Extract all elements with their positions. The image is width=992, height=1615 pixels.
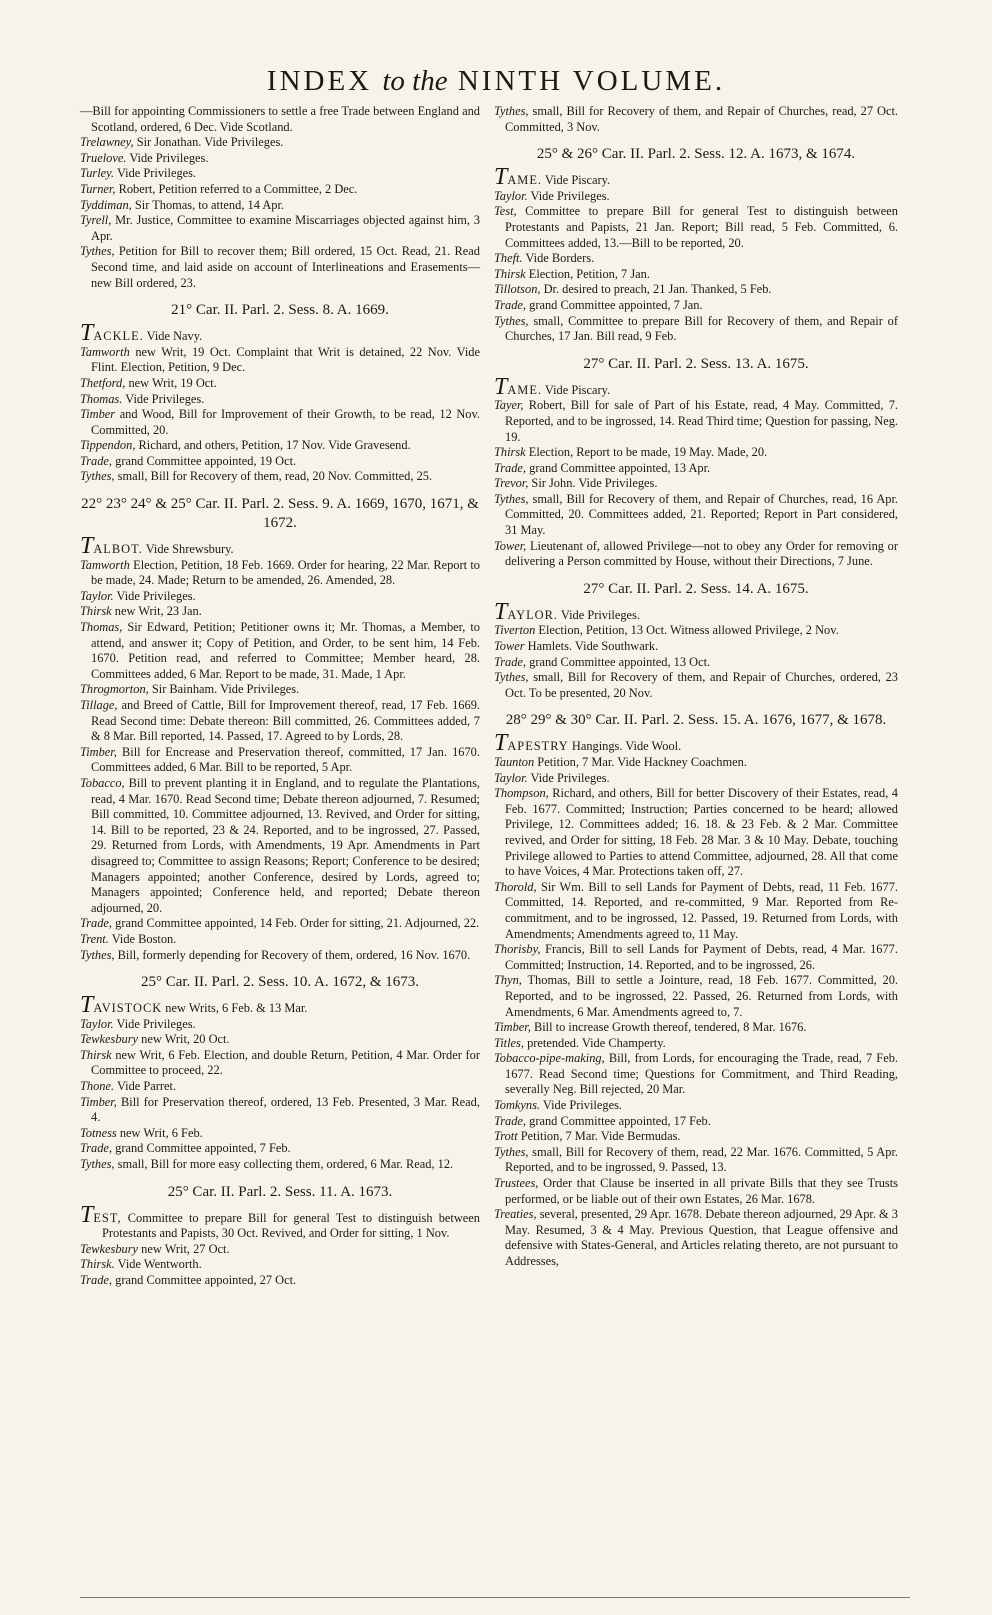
session-heading: 21° Car. II. Parl. 2. Sess. 8. A. 1669.	[171, 302, 389, 319]
index-entry	[80, 392, 480, 408]
index-entry	[80, 376, 480, 392]
index-entry	[494, 670, 898, 701]
entry-keyword: Tythes,	[494, 1144, 529, 1159]
entry-text: new Writs, 6 Feb. & 13 Mar.	[165, 1001, 308, 1016]
index-entry	[80, 948, 480, 964]
entry-keyword: Tillage,	[80, 698, 118, 712]
entry-text: Vide Privileges.	[116, 1016, 196, 1031]
session-heading: 25° & 26° Car. II. Parl. 2. Sess. 12. A. 1673, & 1674.	[536, 146, 856, 163]
entry-text: Petition, 7 Mar. Vide Bermudas.	[520, 1129, 681, 1144]
entry-keyword: Tower,	[494, 538, 527, 553]
entry-text: Hangings. Vide Wool.	[571, 739, 682, 754]
entry-keyword: Tewkesbury	[80, 1241, 139, 1256]
entry-text: Vide Piscary.	[544, 382, 611, 397]
entry-keyword: Timber,	[80, 1094, 117, 1109]
entry-text: Election, Petition, 7 Jan.	[528, 266, 650, 281]
index-entry	[494, 880, 898, 942]
entry-keyword: Thirsk	[80, 1047, 112, 1062]
index-entry	[494, 267, 898, 283]
entry-keyword: Thomas.	[80, 391, 123, 406]
entry-text: new Writ, 19 Oct. Complaint that Writ is detained, 22 Nov. Vide Flint. Election, Petition, 9 Dec.	[91, 344, 480, 375]
index-entry	[80, 454, 480, 470]
index-entry	[80, 589, 480, 605]
entry-text: new Writ, 23 Jan.	[114, 604, 202, 619]
index-entry	[494, 1020, 898, 1036]
entry-keyword: AYLOR.	[507, 607, 558, 622]
entry-keyword: Taylor.	[80, 1016, 114, 1031]
index-entry	[80, 345, 480, 376]
index-column-left	[80, 104, 480, 1289]
entry-text: small, Bill for Recovery of them, read, 20 Nov. Committed, 25.	[117, 469, 433, 484]
index-entry	[80, 698, 480, 745]
entry-keyword: Thomas,	[80, 620, 123, 635]
index-entry	[80, 1032, 480, 1048]
entry-text: small, Bill for Recovery of them, and Repair of Churches, read, 27 Oct. Committed, 3 Nov.	[505, 104, 898, 134]
index-entry	[494, 492, 898, 539]
entry-keyword: Trade,	[494, 1113, 527, 1128]
index-entry	[494, 1129, 898, 1145]
entry-text: new Writ, 20 Oct.	[141, 1032, 230, 1047]
entry-keyword: Taylor.	[494, 770, 528, 785]
entry-text: Dr. desired to preach, 21 Jan. Thanked, 5 Feb.	[543, 282, 772, 297]
index-column-right	[494, 104, 898, 1270]
entry-keyword: AVISTOCK	[93, 1001, 163, 1016]
entry-keyword: Trelawney,	[80, 135, 134, 150]
index-entry-lead	[494, 164, 898, 191]
entry-keyword: Tamworth	[80, 557, 130, 572]
page-title	[0, 64, 992, 98]
entry-text: Election, Report to be made, 19 May. Made, 20.	[528, 445, 768, 460]
entry-text: Bill for Preservation thereof, ordered, 13 Feb. Presented, 3 Mar. Read, 4.	[91, 1094, 480, 1125]
entry-keyword: Trade,	[494, 460, 527, 475]
drop-initial: T	[80, 1201, 94, 1228]
index-entry	[80, 1079, 480, 1095]
index-entry	[80, 1157, 480, 1173]
index-entry	[494, 461, 898, 477]
entry-text: Robert, Bill for sale of Part of his Estate, read, 4 May. Committed, 7. Reported, and to be ingrossed, 14. Read Third time; Question for passing, Neg. 19.	[505, 398, 898, 444]
index-entry	[494, 445, 898, 461]
entry-text: Order that Clause be inserted in all private Bills that they see Trusts performed, or be liable out of their own Estates, 26 Mar. 1678.	[505, 1176, 898, 1206]
index-entry	[494, 786, 898, 880]
entry-keyword: Tythes,	[494, 670, 529, 685]
index-entry	[80, 1257, 480, 1273]
entry-keyword: Treaties,	[494, 1207, 537, 1222]
session-heading: 27° Car. II. Parl. 2. Sess. 13. A. 1675.	[583, 355, 809, 372]
entry-keyword: Tamworth	[80, 344, 130, 359]
index-entry	[80, 407, 480, 438]
index-entry	[80, 745, 480, 776]
entry-text: Vide Navy.	[146, 329, 203, 344]
entry-text: —Bill for appointing Commissioners to settle a free Trade between England and Scotland, ordered, 6 Dec. Vide Scotland.	[80, 104, 480, 134]
entry-keyword: Trevor,	[494, 476, 529, 491]
index-entry	[494, 655, 898, 671]
entry-text: Bill, formerly depending for Recovery of them, ordered, 16 Nov. 1670.	[117, 947, 471, 962]
entry-text: Committee to prepare Bill for general Test to distinguish between Protestants and Papists, 30 Oct. Revived, and Order for sitting, 1 Nov.	[102, 1210, 480, 1241]
index-entry	[80, 604, 480, 620]
entry-keyword: Trade,	[494, 654, 527, 669]
entry-text: Thomas, Bill to settle a Jointure, read, 18 Feb. 1677. Committed, 20. Reported, and to be ingrossed, 22. Passed, 26. Returned from Lords, with Amendments, 6 Mar. Amendments agreed to, 7.	[505, 973, 899, 1019]
drop-initial: T	[494, 373, 508, 400]
entry-keyword: Turley.	[80, 166, 115, 181]
entry-text: Vide Privileges.	[542, 1098, 622, 1113]
index-entry	[494, 282, 898, 298]
entry-text: grand Committee appointed, 13 Oct.	[529, 654, 711, 669]
entry-keyword: Tewkesbury	[80, 1032, 139, 1047]
entry-text: small, Committee to prepare Bill for Recovery of them, and Repair of Churches, 17 Jan. Bill read, 9 Feb.	[505, 313, 898, 344]
entry-text: Bill to prevent planting it in England, and to regulate the Plantations, read, 4 Mar. 1670. Read Second time; Debate thereon adjourned, 7. Resumed; Bill committed, 10. Committee adjourned, 13. Revived, and Order for sitting, 14. Bill to be reported, 23 & 24. Reported, and to be ingrossed, 27. Passed, 29. Returned from Lords, with Amendments, 19 Apr. Amendments in Part disagreed to; Committee to assign Reasons; Report; Conference to be desired; Managers appointed; another Conference, desired by Lords, agreed to; Managers appointed; Conference held, and reported; Debate thereon adjourned, 20.	[91, 775, 480, 915]
index-entry	[80, 182, 480, 198]
index-entry	[80, 1095, 480, 1126]
entry-text: Bill, from Lords, for encouraging the Trade, read, 7 Feb. 1677. Read Second time; Questions for Commitment, and Third Reading, severally Neg. Bill rejected, 20 Mar.	[505, 1051, 898, 1097]
entry-keyword: Tythes,	[80, 469, 115, 484]
index-entry	[80, 776, 480, 916]
index-entry	[494, 1098, 898, 1114]
entry-text: small, Bill for Recovery of them, and Repair of Churches, ordered, 23 Oct. To be presented, 20 Nov.	[505, 670, 898, 700]
title-volume: NINTH VOLUME.	[457, 65, 726, 97]
index-entry	[80, 1048, 480, 1079]
entry-text: Bill to increase Growth thereof, tendered, 8 Mar. 1676.	[533, 1020, 807, 1035]
entry-text: Vide Privileges.	[560, 607, 640, 622]
index-entry	[494, 755, 898, 771]
index-entry	[494, 104, 898, 135]
index-entry	[80, 1017, 480, 1033]
entry-keyword: Tythes,	[80, 1157, 115, 1172]
index-entry	[80, 932, 480, 948]
entry-keyword: Totness	[80, 1125, 117, 1140]
entry-keyword: Trade,	[80, 1273, 113, 1287]
entry-keyword: Trott	[494, 1129, 518, 1144]
entry-keyword: Throgmorton,	[80, 682, 149, 697]
entry-keyword: Tobacco-pipe-making,	[494, 1051, 605, 1066]
entry-keyword: Tyrell,	[80, 213, 112, 228]
entry-text: Election, Petition, 13 Oct. Witness allowed Privilege, 2 Nov.	[538, 623, 839, 638]
index-entry	[494, 771, 898, 787]
entry-keyword: Thirsk	[494, 266, 526, 281]
index-entry	[80, 1273, 480, 1289]
entry-keyword: Thirsk	[494, 445, 526, 460]
entry-text: Mr. Justice, Committee to examine Miscarriages objected against him, 3 Apr.	[91, 213, 480, 243]
index-entry	[494, 1207, 898, 1269]
entry-keyword: Tyddiman,	[80, 197, 132, 212]
entry-text: Sir Wm. Bill to sell Lands for Payment of Debts, read, 11 Feb. 1677. Committed, 14. Reported, and re-committed, 9 Mar. Reported from Re-commitment, and to be ingrossed, 12. Passed, 19. Returned from Lords, with Amendments; Amendments agreed to, 11 May.	[505, 879, 898, 941]
index-entry-lead	[80, 320, 480, 347]
entry-keyword: Titles,	[494, 1035, 524, 1050]
entry-text: Vide Privileges.	[129, 150, 209, 165]
entry-keyword: AME.	[507, 173, 542, 188]
entry-text: Vide Piscary.	[544, 173, 611, 188]
index-entry	[80, 135, 480, 151]
index-entry	[494, 539, 898, 570]
entry-keyword: Truelove.	[80, 150, 127, 165]
index-entry	[494, 942, 898, 973]
entry-text: Richard, and others, Petition, 17 Nov. Vide Gravesend.	[138, 438, 411, 453]
session-heading: 25° Car. II. Parl. 2. Sess. 11. A. 1673.	[167, 1183, 393, 1200]
index-entry-lead	[80, 1201, 480, 1242]
title-index: INDEX	[266, 65, 373, 97]
entry-text: Lieutenant of, allowed Privilege—not to obey any Order for removing or delivering a Person committed by House, without their Directions, 7 June.	[505, 538, 898, 569]
entry-keyword: Thirsk.	[80, 1257, 115, 1272]
drop-initial: T	[494, 730, 508, 757]
index-entry	[494, 1114, 898, 1130]
entry-text: grand Committee appointed, 7 Feb.	[115, 1141, 291, 1156]
entry-text: new Writ, 6 Feb. Election, and double Return, Petition, 4 Mar. Order for Committee to proceed, 22.	[91, 1047, 480, 1078]
entry-keyword: Thirsk	[80, 604, 112, 619]
entry-keyword: Trade,	[494, 297, 527, 312]
index-entry	[80, 469, 480, 485]
entry-text: and Wood, Bill for Improvement of their Growth, to be read, 12 Nov. Committed, 20.	[91, 407, 480, 437]
entry-keyword: Tippendon,	[80, 438, 136, 453]
drop-initial: T	[80, 992, 94, 1019]
index-entry	[80, 166, 480, 182]
entry-keyword: Taunton	[494, 755, 535, 769]
drop-initial: T	[80, 533, 94, 560]
entry-keyword: Thetford,	[80, 375, 126, 390]
entry-text: several, presented, 29 Apr. 1678. Debate thereon adjourned, 29 Apr. & 3 May. Resumed, 3 & 4 May. Previous Question, that League offensive and defensive with States-General, and Articles relating thereto, are not pursuant to Addresses,	[505, 1207, 898, 1268]
entry-keyword: ACKLE.	[93, 329, 144, 344]
title-to-the: to the	[382, 65, 448, 97]
index-entry	[80, 151, 480, 167]
entry-text: and Breed of Cattle, Bill for Improvement thereof, read, 17 Feb. 1669. Read Second time: Debate thereon: Bill committed, 26. Committees added, 7 & 8 Mar. Bill reported, 14. Passed, 17. Agreed to by Lords, 28.	[91, 698, 480, 744]
entry-text: Sir Jonathan. Vide Privileges.	[136, 135, 284, 150]
drop-initial: T	[494, 598, 508, 625]
index-entry	[494, 1176, 898, 1207]
index-entry	[494, 298, 898, 314]
entry-text: Bill for Encrease and Preservation thereof, committed, 17 Jan. 1670. Committees added, 6 Mar. Bill to be reported, 5 Apr.	[91, 744, 480, 775]
entry-keyword: Tiverton	[494, 623, 536, 638]
entry-text: grand Committee appointed, 13 Apr.	[529, 460, 711, 475]
entry-text: Hamlets. Vide Southwark.	[527, 639, 659, 654]
index-entry-lead	[80, 992, 480, 1019]
entry-text: Sir Thomas, to attend, 14 Apr.	[134, 197, 284, 212]
entry-text: small, Bill for Recovery of them, read, 22 Mar. 1676. Committed, 5 Apr. Reported, and to be ingrossed, 9. Passed, 13.	[505, 1144, 898, 1175]
entry-text: Petition for Bill to recover them; Bill ordered, 15 Oct. Read, 21. Read Second time, and laid aside on account of Interlineations and Erasements—new Bill ordered, 23.	[91, 244, 480, 290]
entry-keyword: Tayer,	[494, 398, 524, 413]
entry-keyword: Trade,	[80, 916, 113, 931]
bottom-rule	[80, 1597, 910, 1598]
index-entry-lead	[494, 598, 898, 625]
index-entry	[80, 558, 480, 589]
index-entry	[494, 314, 898, 345]
entry-keyword: Taylor.	[80, 588, 114, 603]
index-entry	[494, 189, 898, 205]
entry-text: new Writ, 27 Oct.	[141, 1241, 230, 1256]
entry-keyword: Tomkyns.	[494, 1098, 541, 1113]
entry-keyword: Tobacco,	[80, 775, 125, 790]
index-entry	[80, 198, 480, 214]
entry-keyword: Trent.	[80, 931, 109, 946]
entry-keyword: Tythes,	[80, 244, 115, 259]
entry-text: pretended. Vide Champerty.	[527, 1035, 666, 1050]
session-heading: 22° 23° 24° & 25° Car. II. Parl. 2. Sess. 9. A. 1669, 1670, 1671, & 1672.	[81, 496, 479, 532]
index-entry	[80, 916, 480, 932]
entry-keyword: Tythes,	[494, 313, 529, 328]
entry-keyword: Test,	[494, 204, 517, 219]
index-entry	[494, 623, 898, 639]
entry-text: grand Committee appointed, 14 Feb. Order for sitting, 21. Adjourned, 22.	[115, 916, 480, 931]
entry-text: Vide Privileges.	[125, 391, 205, 406]
session-heading: 25° Car. II. Parl. 2. Sess. 10. A. 1672, & 1673.	[140, 974, 420, 991]
entry-keyword: Tythes,	[494, 491, 529, 506]
session-heading: 27° Car. II. Parl. 2. Sess. 14. A. 1675.	[583, 580, 809, 597]
index-entry	[494, 251, 898, 267]
entry-text: small, Bill for Recovery of them, and Repair of Churches, read, 16 Apr. Committed, 20. Committees added, 21. Reported; Report in Part considered, 31 May.	[505, 491, 898, 538]
entry-text: Vide Parret.	[116, 1079, 177, 1094]
entry-text: Vide Privileges.	[116, 166, 197, 181]
index-entry	[80, 244, 480, 291]
index-entry	[80, 213, 480, 244]
entry-keyword: Thyn,	[494, 973, 522, 988]
index-entry	[494, 1036, 898, 1052]
entry-text: Robert, Petition referred to a Committee, 2 Dec.	[118, 181, 358, 196]
entry-text: Vide Wentworth.	[117, 1257, 202, 1272]
entry-keyword: Thorold,	[494, 879, 537, 894]
entry-text: grand Committee appointed, 19 Oct.	[115, 453, 297, 468]
index-entry	[494, 1145, 898, 1176]
drop-initial: T	[494, 164, 508, 191]
entry-keyword: Timber,	[80, 744, 117, 759]
entry-keyword: Tillotson,	[494, 282, 541, 297]
session-heading: 28° 29° & 30° Car. II. Parl. 2. Sess. 15. A. 1676, 1677, & 1678.	[505, 712, 887, 729]
entry-text: small, Bill for more easy collecting them, ordered, 6 Mar. Read, 12.	[117, 1157, 454, 1172]
entry-text: Committee to prepare Bill for general Test to distinguish between Protestants and Papists, 21 Jan. Report; Bill read, 5 Feb. Committed, 6. Committees added, 13.—Bill to be reported, 20.	[505, 204, 898, 250]
entry-text: Election, Petition, 18 Feb. 1669. Order for hearing, 22 Mar. Report to be made, 24. Made; Return to be amended, 26. Amended, 28.	[91, 557, 480, 588]
index-entry	[494, 973, 898, 1020]
index-entry-lead	[494, 373, 898, 400]
entry-text: new Writ, 6 Feb.	[119, 1125, 203, 1140]
index-entry	[80, 104, 480, 135]
index-entry-lead	[80, 533, 480, 560]
entry-text: Vide Privileges.	[530, 770, 610, 785]
entry-text: Sir Bainham. Vide Privileges.	[151, 682, 300, 697]
entry-keyword: Thorisby,	[494, 942, 541, 957]
index-entry	[494, 639, 898, 655]
entry-text: Vide Borders.	[525, 251, 595, 266]
entry-keyword: Trade,	[80, 1141, 113, 1156]
entry-text: Sir Edward, Petition; Petitioner owns it; Mr. Thomas, a Member, to attend, and answer it; Copy of Petition, and Order, to be sent him, 14 Feb. 1670. Petition read, and referred to Committee; Member heard, 28. Committees added, 6 Mar. Report to be made, 31. Made, 1 Apr.	[91, 620, 480, 681]
entry-keyword: AME.	[507, 382, 542, 397]
entry-text: grand Committee appointed, 7 Jan.	[529, 297, 703, 312]
index-entry	[494, 476, 898, 492]
drop-initial: T	[80, 320, 94, 347]
index-entry	[80, 1126, 480, 1142]
entry-text: Richard, and others, Bill for better Discovery of their Estates, read, 4 Feb. 1677. Committed; Instruction; Parties concerned to be heard; allowed Privilege, 12. Committees added; 16. 18. & 23 Feb. & 2 Mar. Committee revived, and Order for sitting, 18 Feb. 28 Mar. 3 & 10 May. Debate, touching Privilege allowed to Parties to attend Committee, adjourned, 28. All that come to have Voices, 4 Mar. Protections taken off, 27.	[505, 786, 898, 879]
entry-text: new Writ, 19 Oct.	[128, 375, 217, 390]
entry-keyword: ALBOT.	[93, 542, 143, 557]
entry-keyword: Turner,	[80, 181, 116, 196]
entry-text: Sir John. Vide Privileges.	[531, 476, 658, 491]
entry-text: grand Committee appointed, 17 Feb.	[529, 1113, 711, 1128]
entry-keyword: Trade,	[80, 453, 113, 468]
index-entry	[494, 1051, 898, 1098]
index-entry	[494, 398, 898, 445]
entry-keyword: Tythes,	[80, 947, 115, 962]
entry-keyword: EST,	[93, 1210, 122, 1225]
entry-keyword: APESTRY	[507, 739, 569, 754]
index-entry	[80, 438, 480, 454]
entry-text: Petition, 7 Mar. Vide Hackney Coachmen.	[537, 755, 747, 769]
entry-text: Vide Boston.	[111, 931, 177, 946]
entry-keyword: Taylor.	[494, 188, 528, 203]
entry-text: Francis, Bill to sell Lands for Payment of Debts, read, 4 Mar. 1677. Committed; Instruction, 14. Reported, and to be ingrossed, 26.	[505, 942, 898, 972]
index-entry-lead	[494, 730, 898, 757]
entry-text: Vide Privileges.	[116, 588, 196, 603]
entry-keyword: Timber	[80, 407, 116, 422]
index-entry	[494, 204, 898, 251]
entry-keyword: Thone.	[80, 1079, 115, 1094]
entry-text: grand Committee appointed, 27 Oct.	[115, 1273, 297, 1287]
index-entry	[80, 1242, 480, 1258]
entry-keyword: Thompson,	[494, 786, 549, 801]
entry-keyword: Tower	[494, 639, 525, 654]
entry-keyword: Trustees,	[494, 1176, 539, 1191]
entry-text: Vide Privileges.	[530, 188, 610, 203]
entry-keyword: Tythes,	[494, 104, 529, 118]
entry-keyword: Timber,	[494, 1020, 531, 1035]
index-entry	[80, 620, 480, 682]
index-entry	[80, 1141, 480, 1157]
entry-text: Vide Shrewsbury.	[145, 542, 234, 557]
index-entry	[80, 682, 480, 698]
entry-keyword: Theft.	[494, 251, 523, 266]
